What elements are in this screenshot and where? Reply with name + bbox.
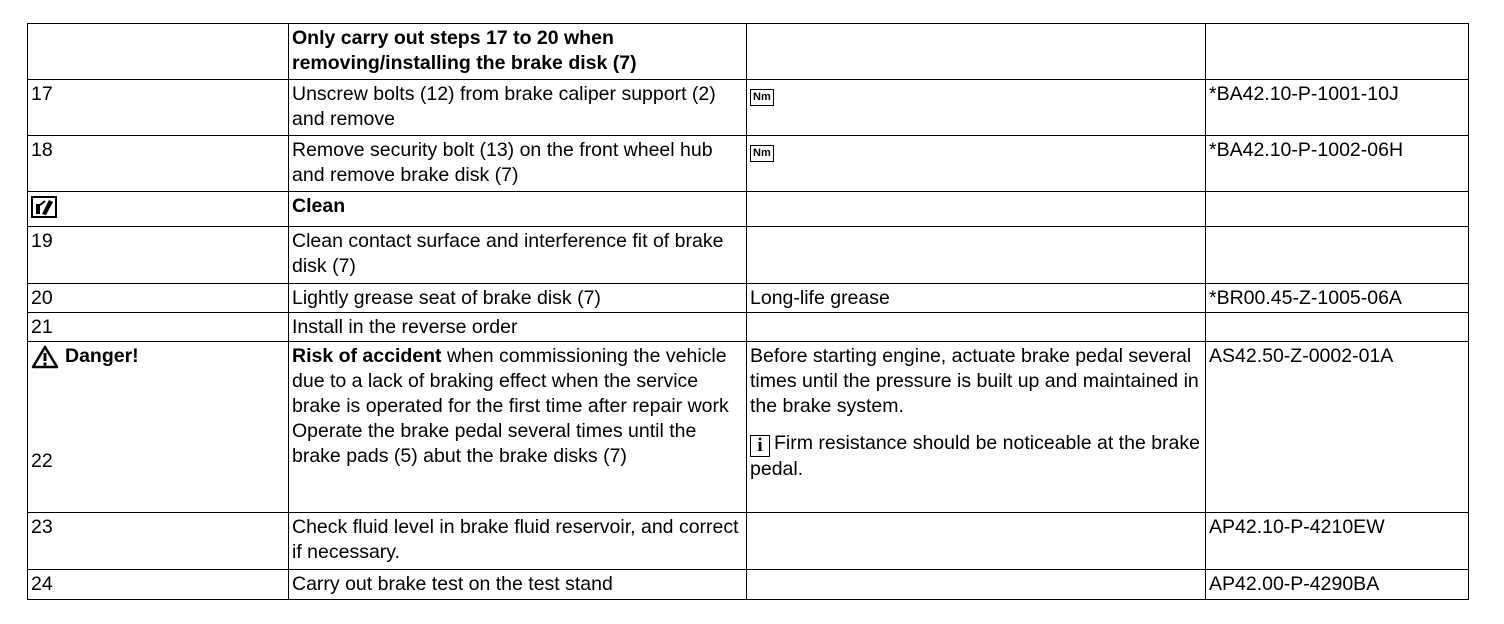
- work-steps-table: [27, 23, 1469, 600]
- risk-description: when commissioning the vehicle due to a lack of braking effect when the service brake is operated for the first time after repair work: [292, 345, 729, 417]
- note-cell: [747, 313, 1206, 342]
- note-cell: [747, 24, 1206, 80]
- instruction-text: Install in the reverse order: [289, 313, 747, 342]
- note-cell: [747, 227, 1206, 284]
- instruction-text: Carry out brake test on the test stand: [289, 570, 747, 600]
- risk-text: [292, 344, 742, 419]
- table-row: [28, 80, 1469, 136]
- info-text: Firm resistance should be noticeable at the brake pedal.: [750, 432, 1200, 480]
- info-note: [750, 431, 1201, 482]
- reference-link[interactable]: *BA42.10-P-1001-10J: [1206, 80, 1469, 136]
- note-cell: [747, 570, 1206, 600]
- note-cell: [747, 513, 1206, 570]
- step-number: 21: [28, 313, 289, 342]
- risk-heading: Risk of accident: [292, 345, 442, 367]
- instruction-text: Operate the brake pedal several times until the brake pads (5) abut the brake disks (7): [292, 420, 697, 467]
- instruction-text: Unscrew bolts (12) from brake caliper support (2) and remove: [289, 80, 747, 136]
- instruction-cell: [289, 342, 747, 513]
- reference-cell: [1206, 227, 1469, 284]
- step-number: 17: [28, 80, 289, 136]
- section-heading: Only carry out steps 17 to 20 when removing/installing the brake disk (7): [292, 27, 637, 74]
- table-row: [28, 227, 1469, 284]
- reference-cell: [1206, 313, 1469, 342]
- note-cell: [747, 136, 1206, 192]
- step-number: 18: [28, 136, 289, 192]
- step-number: 23: [28, 513, 289, 570]
- danger-warning: [31, 344, 139, 369]
- table-row: [28, 136, 1469, 192]
- table-row: [28, 570, 1469, 600]
- info-icon: i: [750, 435, 770, 457]
- table-row: [28, 342, 1469, 513]
- section-heading: Clean: [292, 195, 346, 217]
- table-row: [28, 24, 1469, 80]
- instruction-text: Remove security bolt (13) on the front wheel hub and remove brake disk (7): [289, 136, 747, 192]
- note-cell: [747, 342, 1206, 513]
- table-row: [28, 513, 1469, 570]
- instruction-text: Check fluid level in brake fluid reservoir, and correct if necessary.: [289, 513, 747, 570]
- table-row: [28, 284, 1469, 313]
- step-number: 19: [28, 227, 289, 284]
- step-number: 24: [28, 570, 289, 600]
- torque-nm-icon: Nm: [750, 145, 774, 162]
- table-row: [28, 313, 1469, 342]
- step-cell: [28, 24, 289, 80]
- danger-label: Danger!: [65, 345, 139, 367]
- instruction-text: Lightly grease seat of brake disk (7): [289, 284, 747, 313]
- instruction-cell: [289, 24, 747, 80]
- step-cell: [28, 342, 289, 513]
- reference-link[interactable]: AS42.50-Z-0002-01A: [1206, 342, 1469, 513]
- note-cell: [747, 80, 1206, 136]
- reference-link[interactable]: AP42.10-P-4210EW: [1206, 513, 1469, 570]
- reference-cell: [1206, 192, 1469, 227]
- note-text: Long-life grease: [747, 284, 1206, 313]
- note-text: Before starting engine, actuate brake pedal several times until the pressure is built up and maintained in the brake system.: [750, 345, 1199, 417]
- warning-triangle-icon: [31, 345, 59, 369]
- note-cell: [747, 192, 1206, 227]
- table-row: [28, 192, 1469, 227]
- reference-cell: [1206, 24, 1469, 80]
- reference-link[interactable]: AP42.00-P-4290BA: [1206, 570, 1469, 600]
- step-cell: [28, 192, 289, 227]
- instruction-cell: [289, 192, 747, 227]
- reference-link[interactable]: *BA42.10-P-1002-06H: [1206, 136, 1469, 192]
- instruction-text: Clean contact surface and interference fit of brake disk (7): [289, 227, 747, 284]
- step-number: 20: [28, 284, 289, 313]
- clean-icon: [31, 196, 57, 225]
- torque-nm-icon: Nm: [750, 89, 774, 106]
- reference-link[interactable]: *BR00.45-Z-1005-06A: [1206, 284, 1469, 313]
- step-number: 22: [31, 449, 53, 472]
